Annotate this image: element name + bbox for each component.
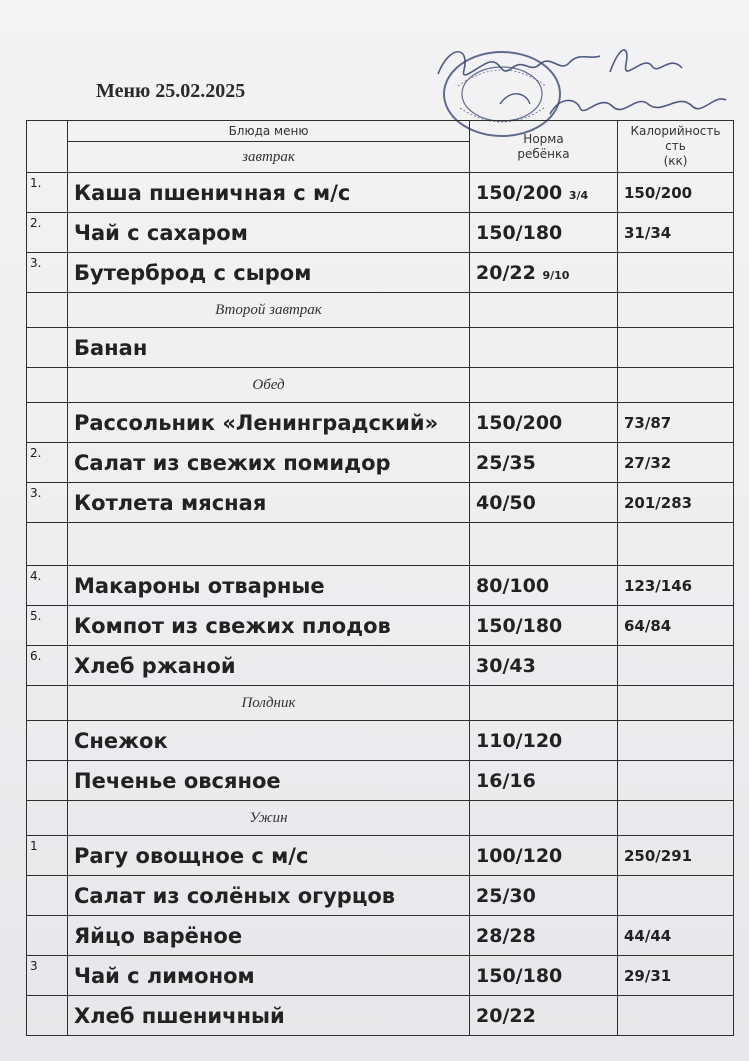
norm-cell [470,606,618,646]
norm-cell [470,761,618,801]
norm-value: 40/50 [476,491,536,514]
empty-cell [618,801,734,836]
norm-value: 150/180 [476,221,563,244]
menu-item-row [27,403,734,443]
menu-item-row [27,996,734,1036]
kcal-value: 27/32 [618,443,734,483]
norm-note: 9/10 [542,268,570,282]
dish-name: Чай с сахаром [68,213,470,253]
norm-cell [470,876,618,916]
dish-name: Компот из свежих плодов [68,606,470,646]
kcal-value [618,761,734,801]
empty-cell [618,523,734,566]
empty-cell [68,523,470,566]
kcal-value [618,721,734,761]
norm-value: 25/35 [476,451,536,474]
norm-value: 30/43 [476,654,536,677]
kcal-value: 64/84 [618,606,734,646]
norm-value: 20/22 [476,261,536,284]
kcal-value: 73/87 [618,403,734,443]
norm-cell [470,956,618,996]
empty-cell [618,368,734,403]
menu-item-row [27,253,734,293]
dish-name: Рассольник «Ленинградский» [68,403,470,443]
kcal-value [618,996,734,1036]
row-num-cell [27,293,68,328]
dish-name: Салат из свежих помидор [68,443,470,483]
menu-item-row [27,876,734,916]
norm-value: 16/16 [476,769,536,792]
header-norm-label: Норма [523,131,564,146]
dish-name: Печенье овсяное [68,761,470,801]
menu-item-row [27,328,734,368]
header-kcal [618,121,734,173]
section-label: Обед [68,368,470,403]
empty-cell [618,686,734,721]
dish-name: Котлета мясная [68,483,470,523]
norm-cell [470,996,618,1036]
menu-item-row [27,443,734,483]
header-norm [470,121,618,173]
norm-cell [470,483,618,523]
kcal-value: 201/283 [618,483,734,523]
norm-cell [470,566,618,606]
item-number [27,721,68,761]
menu-item-row [27,761,734,801]
empty-cell [470,293,618,328]
dish-name: Чай с лимоном [68,956,470,996]
kcal-value [618,646,734,686]
dish-name: Хлеб ржаной [68,646,470,686]
menu-item-row [27,721,734,761]
header-kcal-label: Калорийность [630,124,721,138]
section-row [27,293,734,328]
empty-row [27,523,734,566]
item-number [27,761,68,801]
menu-item-row [27,566,734,606]
kcal-value: 123/146 [618,566,734,606]
section-row [27,801,734,836]
norm-value: 20/22 [476,1004,536,1027]
menu-item-row [27,606,734,646]
empty-cell [470,686,618,721]
kcal-value [618,328,734,368]
section-row [27,368,734,403]
dish-name: Макароны отварные [68,566,470,606]
item-number: 1 [27,836,68,876]
section-row [27,686,734,721]
header-kcal-unit: (кк) [663,154,688,168]
dish-name: Банан [68,328,470,368]
item-number [27,876,68,916]
norm-cell [470,253,618,293]
item-number [27,403,68,443]
item-number [27,916,68,956]
section-label: Ужин [68,801,470,836]
item-number: 1. [27,173,68,213]
header-dishes: Блюда меню [68,121,470,142]
kcal-value: 31/34 [618,213,734,253]
item-number: 5. [27,606,68,646]
dish-name: Салат из солёных огурцов [68,876,470,916]
kcal-value: 250/291 [618,836,734,876]
norm-note: 3/4 [568,188,589,202]
norm-value: 100/120 [476,844,563,867]
norm-value: 150/200 [476,411,563,434]
section-label: Второй завтрак [68,293,470,328]
item-number: 2. [27,213,68,253]
empty-cell [618,293,734,328]
kcal-value [618,876,734,916]
norm-value: 150/200 [476,181,563,204]
item-number: 4. [27,566,68,606]
menu-item-row [27,646,734,686]
norm-value: 25/30 [476,884,536,907]
table-header-row [27,121,734,142]
handwritten-signature [430,34,730,129]
item-number: 3. [27,253,68,293]
menu-title: Меню 25.02.2025 [96,80,246,102]
menu-item-row [27,916,734,956]
menu-item-row [27,213,734,253]
dish-name: Бутерброд с сыром [68,253,470,293]
empty-cell [470,801,618,836]
dish-name: Яйцо варёное [68,916,470,956]
item-number [27,996,68,1036]
menu-item-row [27,836,734,876]
menu-item-row [27,956,734,996]
norm-value: 80/100 [476,574,550,597]
norm-value: 110/120 [476,729,563,752]
empty-cell [27,523,68,566]
norm-cell [470,916,618,956]
item-number [27,328,68,368]
item-number: 2. [27,443,68,483]
kcal-value [618,253,734,293]
norm-cell [470,443,618,483]
norm-cell [470,403,618,443]
norm-cell [470,646,618,686]
norm-value: 28/28 [476,924,536,947]
kcal-value: 44/44 [618,916,734,956]
header-kcal-sub: сть [665,139,686,153]
section-label: Полдник [68,686,470,721]
item-number: 6. [27,646,68,686]
empty-cell [470,523,618,566]
dish-name: Снежок [68,721,470,761]
norm-value: 150/180 [476,614,563,637]
header-norm-sub: ребёнка [517,146,570,161]
dish-name: Каша пшеничная с м/с [68,173,470,213]
kcal-value: 150/200 [618,173,734,213]
dish-name: Рагу овощное с м/с [68,836,470,876]
empty-cell [470,368,618,403]
row-num-cell [27,686,68,721]
menu-table [26,120,734,1036]
section-label: завтрак [68,142,470,173]
header-num-cell [27,121,68,173]
norm-cell [470,328,618,368]
dish-name: Хлеб пшеничный [68,996,470,1036]
norm-value: 150/180 [476,964,563,987]
row-num-cell [27,801,68,836]
menu-item-row [27,173,734,213]
row-num-cell [27,368,68,403]
norm-cell [470,721,618,761]
norm-cell [470,173,618,213]
item-number: 3. [27,483,68,523]
menu-item-row [27,483,734,523]
norm-cell [470,836,618,876]
kcal-value: 29/31 [618,956,734,996]
item-number: 3 [27,956,68,996]
norm-cell [470,213,618,253]
